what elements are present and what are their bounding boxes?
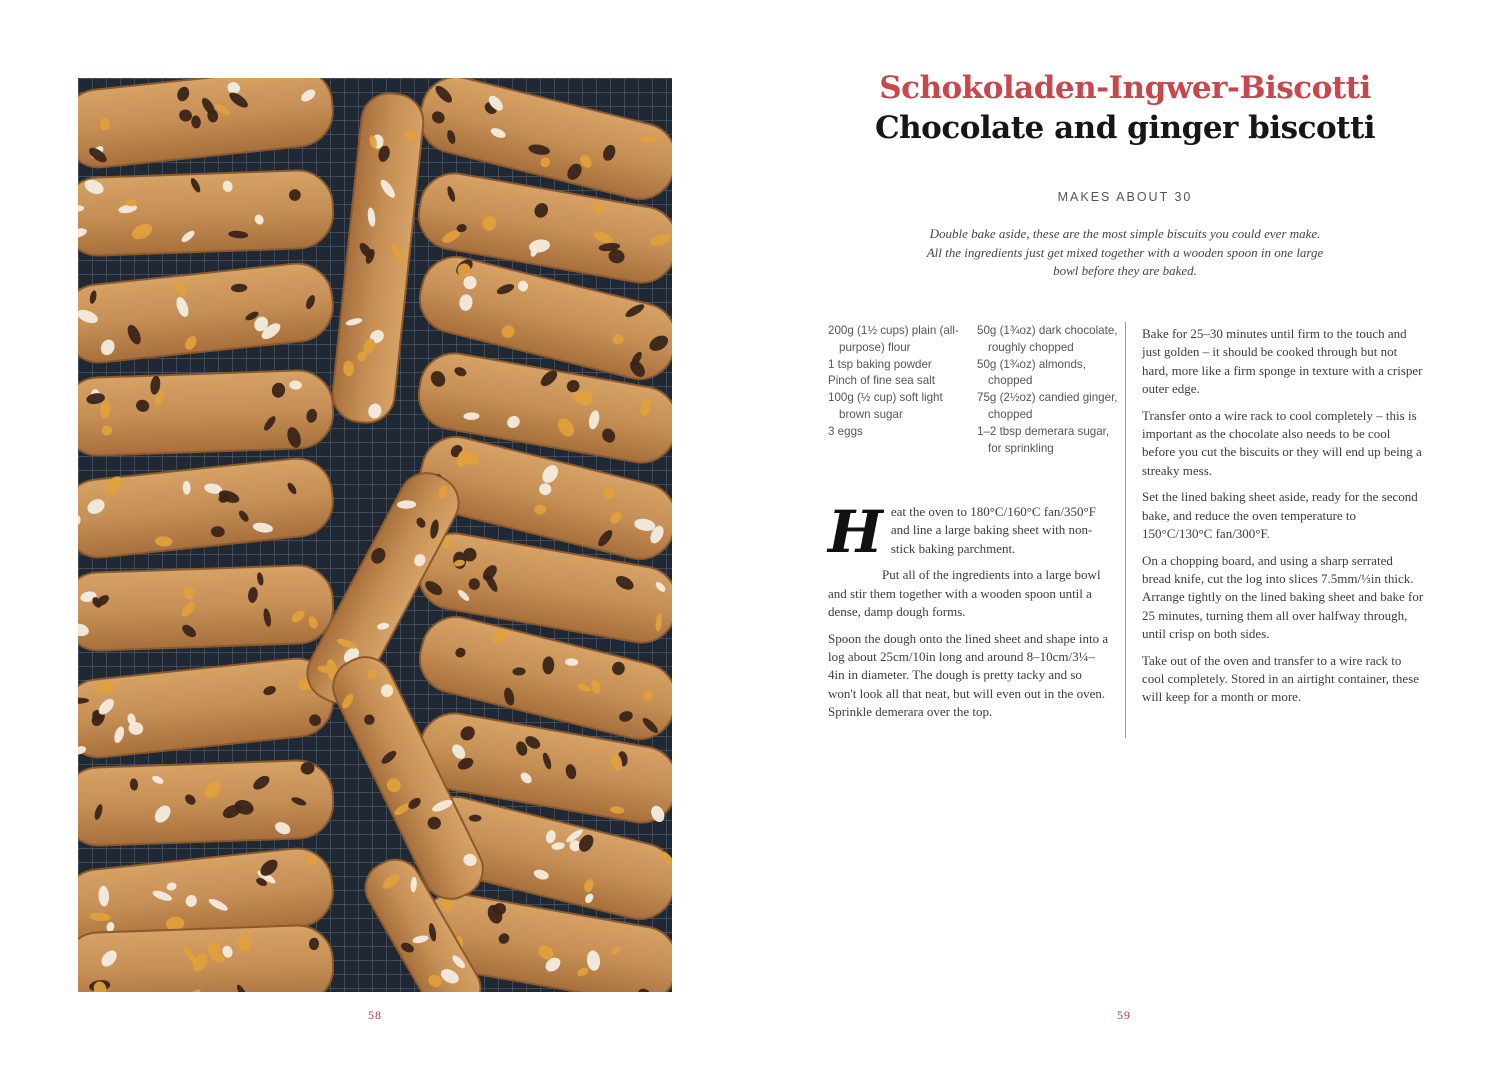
biscotti-slice: [78, 924, 334, 992]
recipe-yield: MAKES ABOUT 30: [1057, 190, 1193, 204]
biscotti-slice: [78, 369, 334, 458]
biscotti-illustration: [78, 78, 672, 992]
biscotti-photo: [78, 78, 672, 992]
recipe-title-german: Schokoladen-Ingwer-Biscotti: [879, 70, 1371, 106]
ingredient-item: 3 eggs: [828, 424, 863, 438]
drop-cap: H: [828, 498, 883, 566]
method-step: Put all of the ingredients into a large bowl and stir them together with a wooden spoon until a dense, damp dough forms.: [828, 567, 1101, 619]
method-column-right: [1142, 325, 1424, 715]
biscotti-slice: [78, 564, 334, 651]
page-number-right: 59: [1117, 1008, 1131, 1022]
method-step: Set the lined baking sheet aside, ready for the second bake, and reduce the oven temperature to 150°C/130°C fan/300°F.: [1142, 489, 1418, 541]
ingredients-column-2: [977, 323, 1119, 457]
page-number-left: 58: [368, 1008, 382, 1022]
column-divider: [1125, 322, 1126, 738]
ingredient-item: 50g (1¾oz) almonds, chopped: [977, 357, 1086, 388]
method-column-left: [828, 498, 1110, 730]
method-step: Transfer onto a wire rack to cool completely – this is important as the chocolate also needs to be cool before you cut the biscuits or they will end up being a streaky mess.: [1142, 407, 1422, 478]
ingredient-item: Pinch of fine sea salt: [828, 374, 935, 388]
recipe-title-english: Chocolate and ginger biscotti: [874, 110, 1376, 146]
ingredient-item: 1–2 tbsp demerara sugar, for sprinkling: [977, 424, 1110, 455]
ingredients-column-1: [828, 323, 970, 441]
ingredient-item: 50g (1¾oz) dark chocolate, roughly chopped: [977, 324, 1118, 354]
biscotti-slice: [78, 168, 334, 256]
ingredient-item: 100g (½ cup) soft light brown sugar: [828, 391, 943, 421]
ingredient-item: 200g (1½ cups) plain (all-purpose) flour: [828, 324, 959, 354]
method-step: Bake for 25–30 minutes until firm to the touch and just golden – it should be cooked through but not hard, more like a firm sponge in texture with a crisper outer edge.: [1142, 326, 1423, 396]
biscotti-slice: [78, 759, 334, 846]
method-step: Take out of the oven and transfer to a wire rack to cool completely. Stored in an airtight container, these will keep for a month or more.: [1142, 652, 1419, 705]
method-step: On a chopping board, and using a sharp serrated bread knife, cut the log into slices 7.5mm/⅓in thick. Arrange tightly on the lined baking sheet and bake for 25 minutes, turning them all over halfway through, until crisp on both sides.: [1142, 552, 1424, 641]
method-step: [828, 498, 1110, 566]
method-step: Spoon the dough onto the lined sheet and shape into a log about 25cm/10in long and around 8–10cm/3¼–4in in diameter. The dough is pretty tacky and so won't look all that neat, but will even out in the oven. Sprinkle demerara over the top.: [828, 630, 1109, 719]
method-step-text: eat the oven to 180°C/160°C fan/350°F and line a large baking sheet with non-stick baking parchment.: [890, 504, 1096, 556]
ingredient-item: 1 tsp baking powder: [828, 357, 932, 371]
recipe-intro: Double bake aside, these are the most simple biscuits you could ever make. All the ingredients just get mixed together with a wooden spoon in one large bowl before they are baked.: [926, 226, 1324, 278]
ingredient-item: 75g (2½oz) candied ginger, chopped: [977, 391, 1118, 421]
